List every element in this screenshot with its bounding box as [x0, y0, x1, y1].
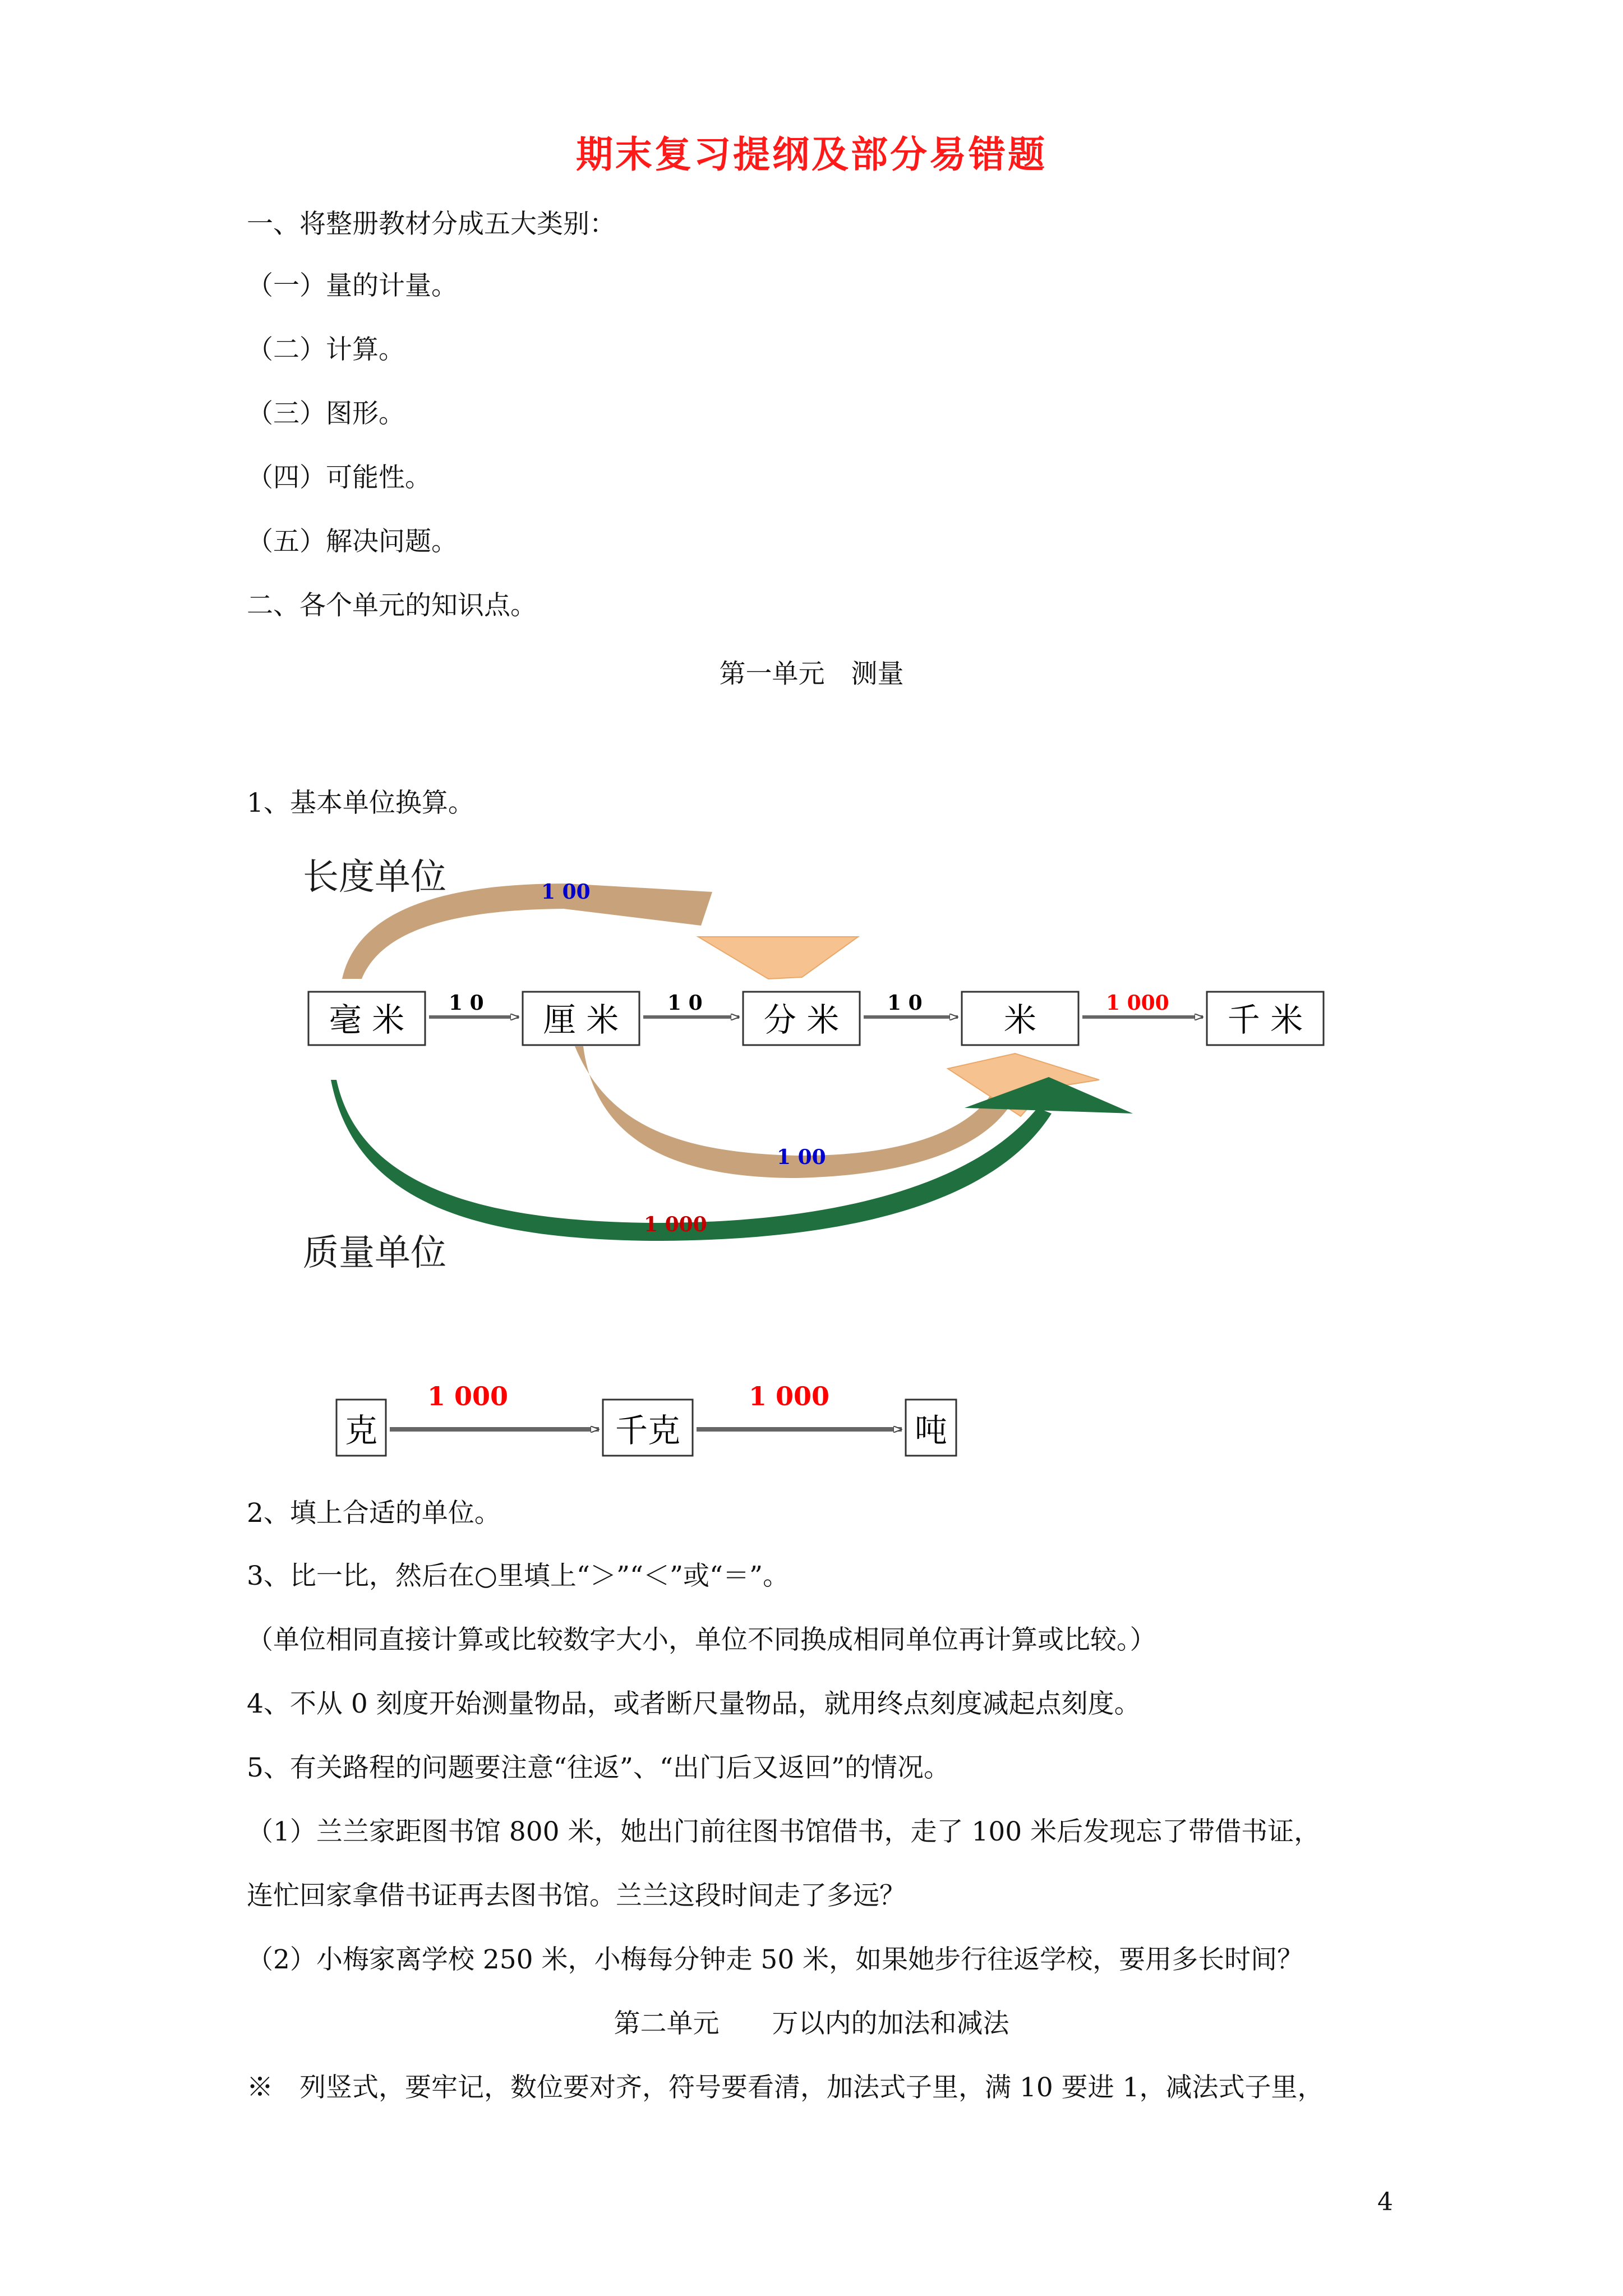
arc-lower-label: 1 00 — [777, 1145, 826, 1169]
svg-text:分 米: 分 米 — [763, 1001, 840, 1039]
svg-text:厘 米: 厘 米 — [543, 1001, 619, 1039]
page-number: 4 — [1377, 2188, 1393, 2216]
point-5-question-2: （2）小梅家离学校 250 米，小梅每分钟走 50 米，如果她步行往返学校，要用多长时间？ — [247, 1944, 1304, 1975]
point-5-question-1-cont: 连忙回家拿借书证再去图书馆。兰兰这段时间走了多远？ — [247, 1880, 906, 1911]
mass-step-label: 1 000 — [749, 1381, 830, 1411]
point-5-question-1: （1）兰兰家距图书馆 800 米，她出门前往图书馆借书，走了 100 米后发现忘了带借书证， — [247, 1816, 1321, 1847]
svg-text:毫 米: 毫 米 — [329, 1001, 405, 1039]
svg-text:米: 米 — [1003, 1001, 1037, 1039]
point-3-note: （单位相同直接计算或比较数字大小，单位不同换成相同单位再计算或比较。） — [247, 1625, 1156, 1655]
section2-heading: 二、各个单元的知识点。 — [247, 590, 537, 621]
mass-step-label: 1 000 — [427, 1381, 509, 1411]
unit-box-cm — [523, 992, 639, 1045]
arc-bottom-label: 1 000 — [644, 1213, 707, 1236]
point-3: 3、比一比，然后在○里填上“＞”“＜”或“＝”。 — [247, 1561, 790, 1591]
point-4: 4、不从 0 刻度开始测量物品，或者断尺量物品，就用终点刻度减起点刻度。 — [247, 1688, 1141, 1719]
step-label: 1 0 — [887, 991, 923, 1015]
unit-box-m — [962, 992, 1078, 1045]
category-item: （二）计算。 — [247, 334, 405, 365]
unit2-title: 第二单元 万以内的加法和减法 — [614, 2008, 1009, 2039]
unit-box-dm — [743, 992, 860, 1045]
category-item: （四）可能性。 — [247, 462, 431, 493]
svg-text:吨: 吨 — [914, 1411, 948, 1450]
unit2-note: ※ 列竖式，要牢记，数位要对齐，符号要看清，加法式子里，满 10 要进 1，减法式子里， — [247, 2072, 1324, 2103]
unit-box-g — [336, 1400, 386, 1456]
svg-text:克: 克 — [344, 1411, 378, 1450]
unit-box-kg — [603, 1400, 693, 1456]
point-2: 2、填上合适的单位。 — [247, 1498, 501, 1529]
category-item: （三）图形。 — [247, 398, 405, 429]
step-label: 1 0 — [667, 991, 703, 1015]
arc-mm-to-dm-head — [698, 937, 858, 979]
document-title: 期末复习提纲及部分易错题 — [576, 132, 1047, 176]
unit-box-km — [1207, 992, 1324, 1045]
arc-top-label: 1 00 — [541, 880, 591, 904]
length-units-heading: 长度单位 — [303, 857, 446, 898]
unit1-title: 第一单元 测量 — [719, 659, 904, 689]
unit-box-mm — [308, 992, 425, 1045]
step-label: 1 0 — [449, 991, 484, 1015]
category-item: （一）量的计量。 — [247, 270, 458, 301]
step-label: 1 000 — [1106, 991, 1169, 1015]
unit-box-t — [906, 1400, 956, 1456]
svg-text:千 米: 千 米 — [1227, 1001, 1303, 1039]
point-5: 5、有关路程的问题要注意“往返”、“出门后又返回”的情况。 — [247, 1752, 951, 1783]
point-1: 1、基本单位换算。 — [247, 788, 474, 818]
mass-units-heading: 质量单位 — [303, 1232, 446, 1274]
svg-text:千克: 千克 — [615, 1411, 681, 1450]
category-item: （五）解决问题。 — [247, 526, 458, 557]
section1-heading: 一、将整册教材分成五大类别： — [247, 209, 616, 240]
